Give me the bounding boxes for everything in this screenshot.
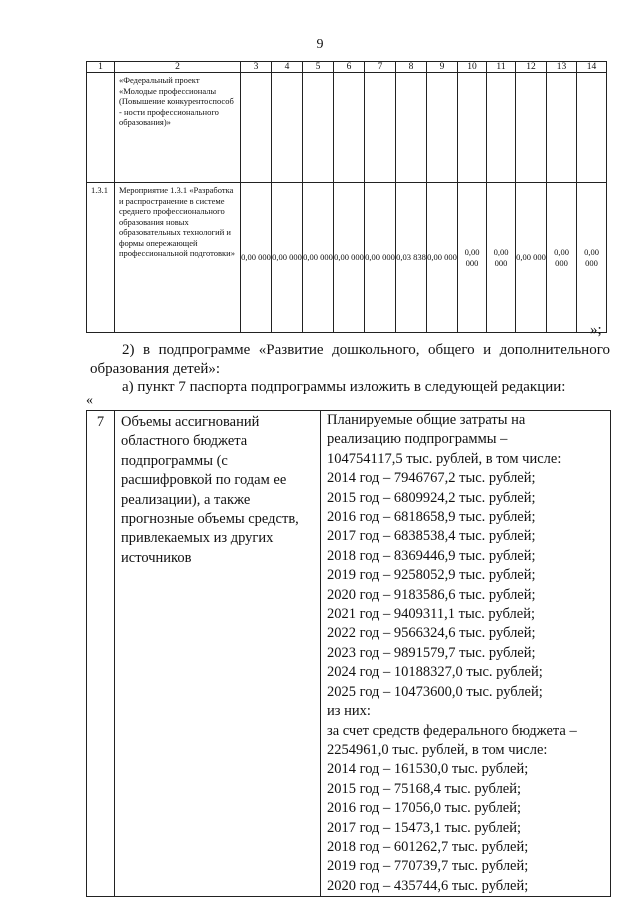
empty-cell [365,73,396,183]
funding-line: 2020 год – 9183586,6 тыс. рублей; [327,586,536,603]
empty-cell [427,73,458,183]
value-cell: 0,00 000 [334,183,365,333]
funding-line: из них: [327,703,371,720]
funding-line: 2018 год – 8369446,9 тыс. рублей; [327,547,536,564]
header-cell: 11 [487,62,516,73]
empty-cell [241,73,272,183]
funding-line: 2016 год – 6818658,9 тыс. рублей; [327,509,536,526]
paragraph-subprogram: 2) в подпрограмме «Развитие дошкольного, общего и дополнительного образования детей»: [90,342,610,377]
page-number: 9 [316,37,324,52]
funding-line: 2016 год – 17056,0 тыс. рублей; [327,800,522,817]
passport-item-name: Объемы ассигнований областного бюджета подпрограммы (с расшифровкой по годам ее реализации), а также прогнозные объемы средств, привлекаемых из других источников [115,411,321,897]
value-cell: 0,00 000 [241,183,272,333]
paragraph-passport-item: а) пункт 7 паспорта подпрограммы изложить в следующей редакции: [122,379,566,395]
header-cell: 14 [577,62,607,73]
table-header-row [87,62,607,73]
funding-line: 104754117,5 тыс. рублей, в том числе: [327,450,562,467]
funding-line: 2025 год – 10473600,0 тыс. рублей; [327,683,543,700]
passport-item-value [321,411,611,897]
empty-cell [516,73,547,183]
funding-line: реализацию подпрограммы – [327,431,508,448]
empty-cell [396,73,427,183]
header-cell: 4 [272,62,303,73]
empty-cell [272,73,303,183]
header-cell: 13 [547,62,577,73]
funding-line: 2023 год – 9891579,7 тыс. рублей; [327,644,536,661]
funding-line: 2022 год – 9566324,6 тыс. рублей; [327,625,536,642]
funding-line: за счет средств федерального бюджета – [327,722,577,739]
header-cell: 7 [365,62,396,73]
funding-line: 2254961,0 тыс. рублей, в том числе: [327,741,548,758]
row-text-cell: «Федеральный проект «Молодые профессионалы (Повышение конкурентоспособ - ности профессионального образования)» [115,73,241,183]
value-cell: 0,00 000 [272,183,303,333]
value-cell: 0,03 838 [396,183,427,333]
funding-line: 2019 год – 770739,7 тыс. рублей; [327,858,529,875]
value-cell: 0,00 000 [365,183,396,333]
value-cell: 0,00 000 [427,183,458,333]
funding-line: 2020 год – 435744,6 тыс. рублей; [327,877,529,894]
passport-item-number: 7 [87,411,115,897]
funding-line: 2017 год – 15473,1 тыс. рублей; [327,819,522,836]
closing-quote-mark: »; [590,322,602,338]
header-cell: 2 [115,62,241,73]
header-cell: 5 [303,62,334,73]
value-cell: 0,00 000 [487,183,516,333]
funding-line: 2015 год – 6809924,2 тыс. рублей; [327,489,536,506]
empty-cell [547,73,577,183]
funding-line: 2018 год – 601262,7 тыс. рублей; [327,838,529,855]
table-row [87,183,607,333]
empty-cell [577,73,607,183]
header-cell: 6 [334,62,365,73]
value-cell: 0,00 000 [547,183,577,333]
header-cell: 8 [396,62,427,73]
header-cell: 1 [87,62,115,73]
empty-cell [334,73,365,183]
funding-line: 2024 год – 10188327,0 тыс. рублей; [327,664,543,681]
row-code-cell [87,73,115,183]
funding-line: 2019 год – 9258052,9 тыс. рублей; [327,567,536,584]
header-cell: 12 [516,62,547,73]
value-cell: 0,00 000 [577,183,607,333]
funding-line: 2021 год – 9409311,1 тыс. рублей; [327,606,535,623]
row-text-cell: Мероприятие 1.3.1 «Разработка и распространение в системе среднего профессионального образования новых образовательных технологий и формы опережающей профессиональной подготовки» [115,183,241,333]
funding-line: 2014 год – 7946767,2 тыс. рублей; [327,470,536,487]
value-cell: 0,00 000 [303,183,334,333]
empty-cell [487,73,516,183]
funding-line: 2017 год – 6838538,4 тыс. рублей; [327,528,536,545]
funding-line: 2014 год – 161530,0 тыс. рублей; [327,761,529,778]
header-cell: 3 [241,62,272,73]
passport-row [87,411,611,897]
opening-quote-mark: « [86,393,93,408]
measures-table [86,61,607,333]
empty-cell [303,73,334,183]
funding-line: Планируемые общие затраты на [327,412,526,428]
table-row [87,73,607,183]
value-cell: 0,00 000 [516,183,547,333]
passport-table [86,410,611,897]
header-cell: 9 [427,62,458,73]
empty-cell [458,73,487,183]
header-cell: 10 [458,62,487,73]
value-cell: 0,00 000 [458,183,487,333]
row-code-cell: 1.3.1 [87,183,115,333]
funding-line: 2015 год – 75168,4 тыс. рублей; [327,780,522,797]
